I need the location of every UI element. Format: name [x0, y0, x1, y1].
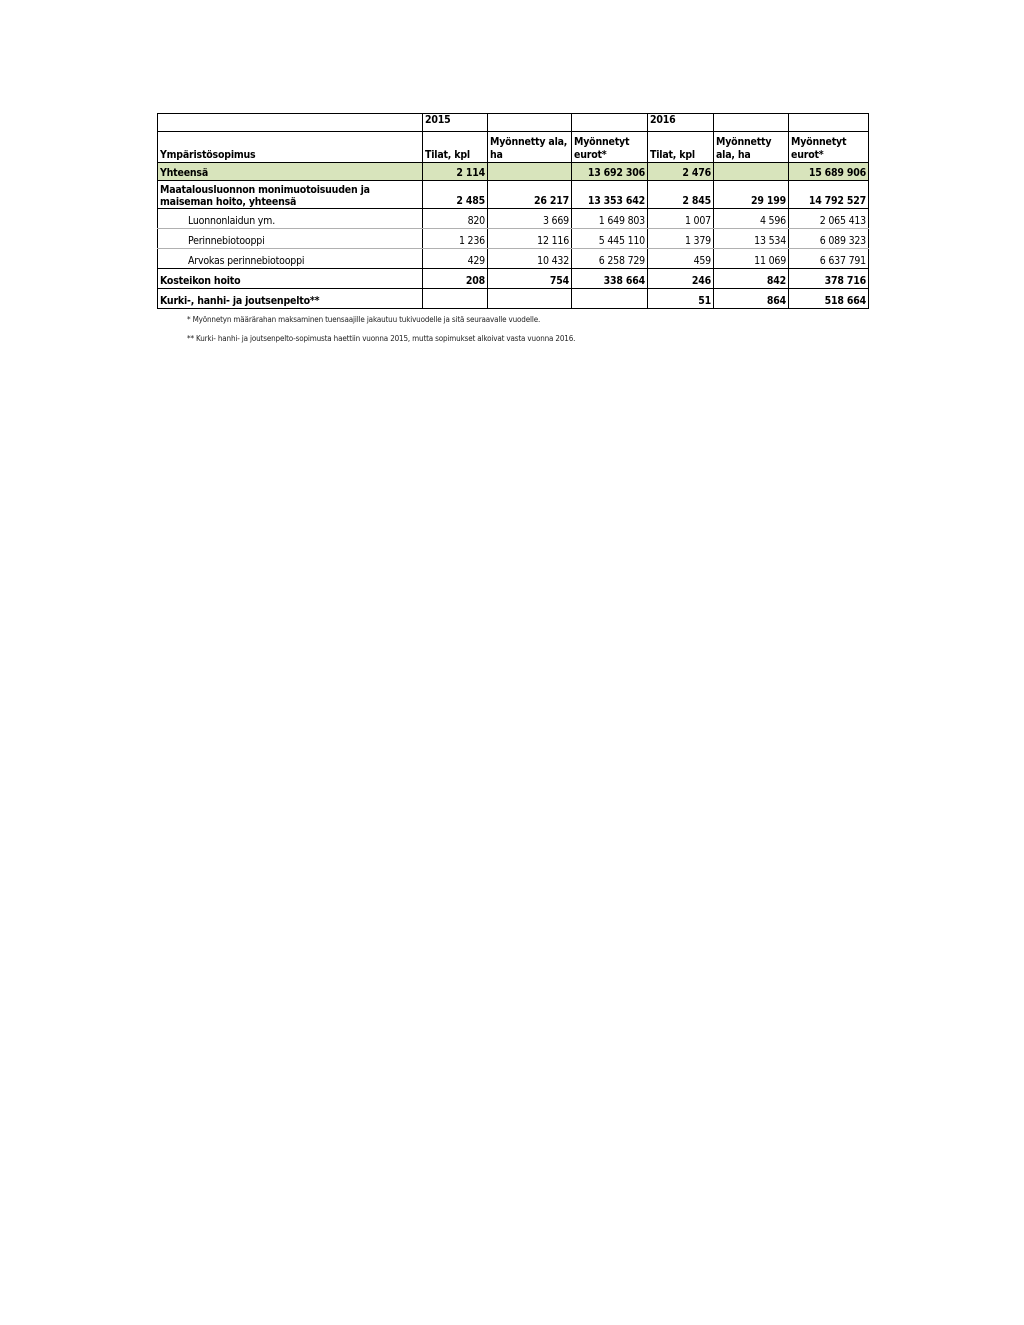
header-col-ala-2015: Myönnetty ala, ha — [488, 132, 572, 163]
table-row-kurki-hanhi-joutsenpelto — [158, 289, 869, 309]
header-empty-cell — [789, 114, 869, 132]
document-page — [157, 113, 868, 351]
cell-value: 13 692 306 — [572, 163, 648, 181]
cell-value — [423, 289, 488, 309]
cell-value: 518 664 — [789, 289, 869, 309]
header-col-tilat-2015: Tilat, kpl — [423, 132, 488, 163]
header-col-eurot-2015: Myönnetyt eurot* — [572, 132, 648, 163]
cell-value: 754 — [488, 269, 572, 289]
environment-agreement-table — [157, 113, 869, 309]
header-col-tilat-2016: Tilat, kpl — [648, 132, 714, 163]
cell-value: 2 845 — [648, 181, 714, 209]
cell-value: 2 065 413 — [789, 209, 869, 229]
cell-value: 208 — [423, 269, 488, 289]
cell-value: 1 649 803 — [572, 209, 648, 229]
cell-value: 842 — [714, 269, 789, 289]
header-empty-cell — [158, 114, 423, 132]
cell-value: 6 258 729 — [572, 249, 648, 269]
cell-value — [488, 163, 572, 181]
cell-value: 26 217 — [488, 181, 572, 209]
table-row-kosteikon-hoito — [158, 269, 869, 289]
header-col-ala-2016: Myönnetty ala, ha — [714, 132, 789, 163]
cell-value: 13 534 — [714, 229, 789, 249]
row-label: Yhteensä — [158, 163, 423, 181]
table-row-yhteensa — [158, 163, 869, 181]
cell-value: 2 476 — [648, 163, 714, 181]
cell-value: 14 792 527 — [789, 181, 869, 209]
table-row-arvokas-perinnebiotooppi — [158, 249, 869, 269]
cell-value: 2 114 — [423, 163, 488, 181]
cell-value: 11 069 — [714, 249, 789, 269]
header-empty-cell — [714, 114, 789, 132]
cell-value: 1 007 — [648, 209, 714, 229]
cell-value: 1 236 — [423, 229, 488, 249]
footnotes — [157, 313, 868, 351]
header-row-years — [158, 114, 869, 132]
cell-value: 246 — [648, 269, 714, 289]
cell-value: 15 689 906 — [789, 163, 869, 181]
cell-value — [488, 289, 572, 309]
table-row-perinnebiotooppi — [158, 229, 869, 249]
cell-value: 51 — [648, 289, 714, 309]
header-label-cell: Ympäristösopimus — [158, 132, 423, 163]
row-label: Perinnebiotooppi — [158, 229, 423, 249]
cell-value: 5 445 110 — [572, 229, 648, 249]
cell-value — [572, 289, 648, 309]
header-row-columns — [158, 132, 869, 163]
row-label: Arvokas perinnebiotooppi — [158, 249, 423, 269]
cell-value: 820 — [423, 209, 488, 229]
cell-value: 10 432 — [488, 249, 572, 269]
cell-value: 6 089 323 — [789, 229, 869, 249]
cell-value: 29 199 — [714, 181, 789, 209]
header-col-eurot-2016: Myönnetyt eurot* — [789, 132, 869, 163]
cell-value: 864 — [714, 289, 789, 309]
cell-value: 338 664 — [572, 269, 648, 289]
cell-value — [714, 163, 789, 181]
row-label: Maatalousluonnon monimuotoisuuden ja maiseman hoito, yhteensä — [158, 181, 423, 209]
table-row-luonnonlaidun — [158, 209, 869, 229]
header-empty-cell — [572, 114, 648, 132]
row-label: Kurki-, hanhi- ja joutsenpelto** — [158, 289, 423, 309]
cell-value: 1 379 — [648, 229, 714, 249]
header-empty-cell — [488, 114, 572, 132]
cell-value: 459 — [648, 249, 714, 269]
table-row-maatalousluonto — [158, 181, 869, 209]
header-year-2016: 2016 — [648, 114, 714, 132]
footnote-1: * Myönnetyn määrärahan maksaminen tuensaajille jakautuu tukivuodelle ja sitä seuraavalle vuodelle. — [187, 315, 541, 324]
row-label: Kosteikon hoito — [158, 269, 423, 289]
cell-value: 3 669 — [488, 209, 572, 229]
header-year-2015: 2015 — [423, 114, 488, 132]
cell-value: 12 116 — [488, 229, 572, 249]
cell-value: 378 716 — [789, 269, 869, 289]
cell-value: 6 637 791 — [789, 249, 869, 269]
cell-value: 4 596 — [714, 209, 789, 229]
cell-value: 13 353 642 — [572, 181, 648, 209]
cell-value: 429 — [423, 249, 488, 269]
footnote-2: ** Kurki- hanhi- ja joutsenpelto-sopimusta haettiin vuonna 2015, mutta sopimukset alkoivat vasta vuonna 2016. — [187, 334, 576, 343]
row-label: Luonnonlaidun ym. — [158, 209, 423, 229]
cell-value: 2 485 — [423, 181, 488, 209]
